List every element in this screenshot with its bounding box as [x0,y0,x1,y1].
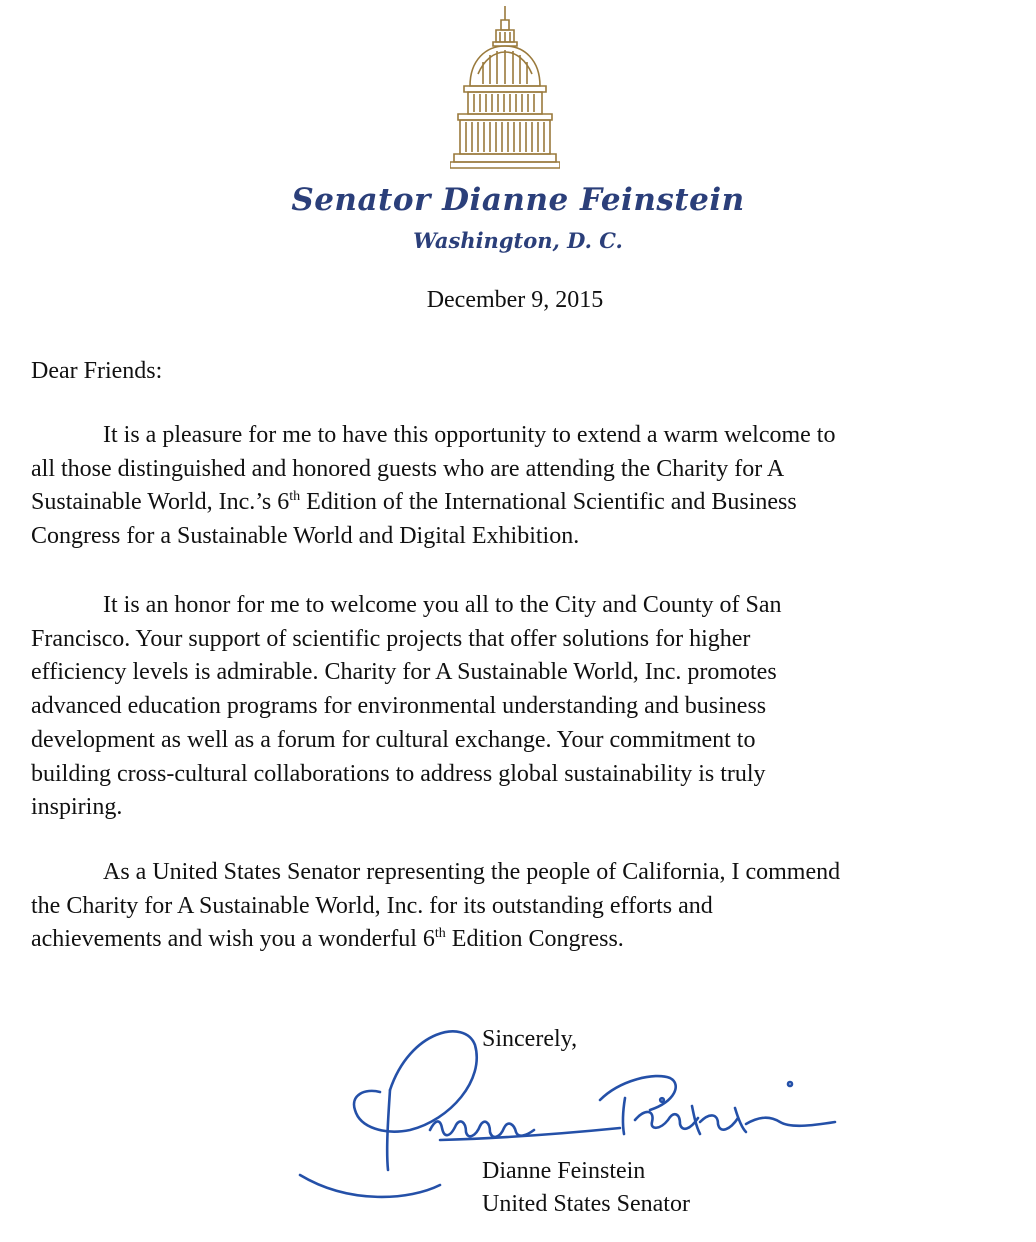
body-paragraph-2 [31,589,1006,825]
paragraph-line [31,923,1006,957]
paragraph-line: efficiency levels is admirable. Charity for A Sustainable World, Inc. promotes [31,659,777,686]
ordinal-suffix: th [434,926,446,942]
paragraph-line: the Charity for A Sustainable World, Inc. for its outstanding efforts and [31,892,713,919]
line-text: Edition of the International Scientific and Business [300,489,797,516]
line-text: Sustainable World, Inc.’s 6 [31,489,290,516]
paragraph-line: all those distinguished and honored guests who are attending the Charity for A [31,455,785,482]
letterhead-senator-name: Senator Dianne Feinstein [291,182,745,218]
letter-date: December 9, 2015 [426,287,604,313]
letterhead-city: Washington, D. C. [413,228,623,253]
signer-title: United States Senator [482,1191,690,1217]
body-paragraph-1 [31,419,1006,554]
line-text: achievements and wish you a wonderful 6 [31,926,435,953]
paragraph-line [31,486,1006,520]
paragraph-line: It is an honor for me to welcome you all to the City and County of San [103,592,782,618]
signer-name: Dianne Feinstein [482,1158,646,1184]
line-text: Edition Congress. [445,926,624,953]
ordinal-suffix: th [289,489,301,505]
body-paragraph-3 [31,856,1006,957]
salutation: Dear Friends: [31,358,163,384]
paragraph-line: Congress for a Sustainable World and Digital Exhibition. [31,523,580,550]
closing: Sincerely, [482,1026,578,1052]
paragraph-line: development as well as a forum for cultural exchange. Your commitment to [31,726,756,753]
paragraph-line: inspiring. [31,794,123,821]
paragraph-line: As a United States Senator representing the people of California, I commend [103,859,841,885]
paragraph-line: Francisco. Your support of scientific projects that offer solutions for higher [31,625,751,652]
paragraph-line: It is a pleasure for me to have this opportunity to extend a warm welcome to [103,422,836,448]
capitol-dome-icon [450,4,560,172]
paragraph-line: building cross-cultural collaborations to address global sustainability is truly [31,760,766,787]
paragraph-line: advanced education programs for environmental understanding and business [31,693,767,720]
